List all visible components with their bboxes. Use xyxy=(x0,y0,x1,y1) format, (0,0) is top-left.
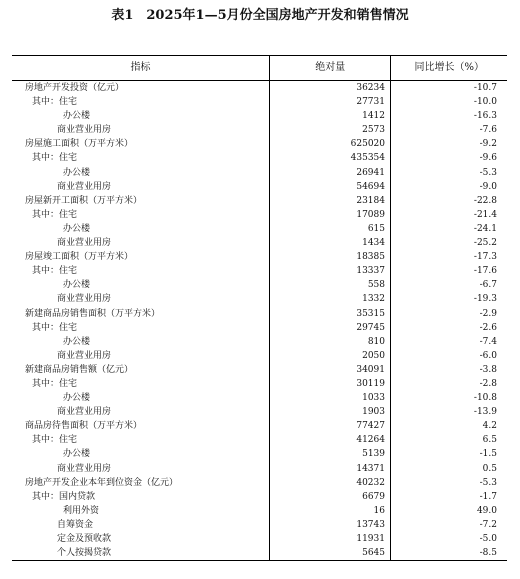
row-yoy: -5.3 xyxy=(479,477,497,488)
row-value: 41264 xyxy=(270,433,391,447)
row-yoy: -17.6 xyxy=(473,266,497,277)
row-value: 625020 xyxy=(270,137,391,151)
row-value: 6679 xyxy=(270,490,391,504)
table-row xyxy=(12,349,507,363)
row-label: 房地产开发投资（亿元） xyxy=(12,81,270,95)
row-value: 5645 xyxy=(270,546,391,560)
row-value: 13337 xyxy=(270,264,391,278)
table-row xyxy=(12,292,507,306)
table-row xyxy=(12,518,507,532)
row-yoy: 0.5 xyxy=(482,463,497,474)
row-label: 其中：住宅 xyxy=(12,433,270,447)
table-body xyxy=(12,81,507,560)
row-yoy: -9.2 xyxy=(479,139,497,150)
row-label: 商业营业用房 xyxy=(12,462,270,476)
row-yoy: -16.3 xyxy=(473,111,497,122)
table-row xyxy=(12,109,507,123)
row-value: 27731 xyxy=(270,95,391,109)
row-value: 29745 xyxy=(270,321,391,335)
table-row xyxy=(12,433,507,447)
row-label: 商业营业用房 xyxy=(12,405,270,419)
row-yoy: -10.0 xyxy=(473,97,497,108)
row-yoy: -2.8 xyxy=(479,378,497,389)
row-yoy: -13.9 xyxy=(473,407,497,418)
header-yoy: 同比增长（%） xyxy=(414,62,484,73)
table-row xyxy=(12,236,507,250)
row-label: 其中：国内贷款 xyxy=(12,490,270,504)
row-value: 11931 xyxy=(270,532,391,546)
row-label: 商业营业用房 xyxy=(12,180,270,194)
table-row xyxy=(12,123,507,137)
row-label: 商品房待售面积（万平方米） xyxy=(12,419,270,433)
row-yoy: -5.0 xyxy=(479,534,497,544)
table-row xyxy=(12,208,507,222)
row-value: 34091 xyxy=(270,363,391,377)
row-yoy: -1.7 xyxy=(479,491,497,502)
row-value: 18385 xyxy=(270,250,391,264)
row-label: 办公楼 xyxy=(12,222,270,236)
row-yoy: -6.7 xyxy=(479,280,497,291)
table-row xyxy=(12,462,507,476)
row-value: 77427 xyxy=(270,419,391,433)
row-label: 新建商品房销售面积（万平方米） xyxy=(12,307,270,321)
row-value: 615 xyxy=(270,222,391,236)
row-label: 其中：住宅 xyxy=(12,151,270,165)
row-label: 办公楼 xyxy=(12,447,270,461)
table-row xyxy=(12,476,507,490)
row-value: 54694 xyxy=(270,180,391,194)
row-yoy: -1.5 xyxy=(479,449,497,460)
table-row xyxy=(12,335,507,349)
row-value: 1434 xyxy=(270,236,391,250)
row-value: 14371 xyxy=(270,462,391,476)
row-label: 房地产开发企业本年到位资金（亿元） xyxy=(12,476,270,490)
row-value: 1412 xyxy=(270,109,391,123)
row-label: 其中：住宅 xyxy=(12,377,270,391)
table-row xyxy=(12,250,507,264)
row-yoy: -2.6 xyxy=(479,322,497,333)
row-yoy: -25.2 xyxy=(473,238,497,249)
table-row xyxy=(12,419,507,433)
row-value: 26941 xyxy=(270,166,391,180)
row-yoy: -21.4 xyxy=(473,209,497,220)
row-value: 17089 xyxy=(270,208,391,222)
table-row xyxy=(12,264,507,278)
table-row xyxy=(12,447,507,461)
row-value: 35315 xyxy=(270,307,391,321)
row-value: 36234 xyxy=(270,81,391,95)
table-row xyxy=(12,405,507,419)
table-row xyxy=(12,95,507,109)
row-yoy: 6.5 xyxy=(482,435,497,446)
row-label: 其中：住宅 xyxy=(12,208,270,222)
table-row xyxy=(12,194,507,208)
row-label: 办公楼 xyxy=(12,391,270,405)
row-label: 商业营业用房 xyxy=(12,123,270,137)
row-yoy: -9.6 xyxy=(479,153,497,164)
row-label: 商业营业用房 xyxy=(12,292,270,306)
row-yoy: -2.9 xyxy=(479,308,497,319)
row-value: 16 xyxy=(270,504,391,518)
table-row xyxy=(12,546,507,560)
row-label: 房屋施工面积（万平方米） xyxy=(12,137,270,151)
row-label: 房屋竣工面积（万平方米） xyxy=(12,250,270,264)
row-label: 其中：住宅 xyxy=(12,321,270,335)
table-header xyxy=(12,56,507,81)
row-yoy: -3.8 xyxy=(479,364,497,375)
row-yoy: -6.0 xyxy=(479,350,497,361)
row-value: 435354 xyxy=(270,151,391,165)
row-yoy: -17.3 xyxy=(473,252,497,263)
header-absolute: 绝对量 xyxy=(270,56,392,80)
table-row xyxy=(12,504,507,518)
row-yoy: -10.7 xyxy=(473,83,497,93)
row-value: 1332 xyxy=(270,292,391,306)
table-row xyxy=(12,321,507,335)
table-row xyxy=(12,137,507,151)
table-row xyxy=(12,166,507,180)
table-row xyxy=(12,490,507,504)
row-label: 利用外资 xyxy=(12,504,270,518)
row-yoy: -9.0 xyxy=(479,181,497,192)
row-label: 办公楼 xyxy=(12,278,270,292)
row-yoy: -5.3 xyxy=(479,167,497,178)
row-label: 办公楼 xyxy=(12,335,270,349)
row-value: 5139 xyxy=(270,447,391,461)
row-label: 房屋新开工面积（万平方米） xyxy=(12,194,270,208)
table-row xyxy=(12,391,507,405)
table-row xyxy=(12,151,507,165)
row-yoy: -7.6 xyxy=(479,125,497,136)
data-table xyxy=(12,55,507,561)
header-indicator: 指标 xyxy=(12,56,270,80)
row-value: 40232 xyxy=(270,476,391,490)
table-row xyxy=(12,532,507,546)
row-label: 商业营业用房 xyxy=(12,349,270,363)
row-value: 23184 xyxy=(270,194,391,208)
row-value: 30119 xyxy=(270,377,391,391)
row-yoy: -19.3 xyxy=(473,294,497,305)
row-label: 办公楼 xyxy=(12,109,270,123)
row-label: 定金及预收款 xyxy=(12,532,270,546)
row-yoy: -7.2 xyxy=(479,519,497,530)
table-title: 表1 2025年1—5月份全国房地产开发和销售情况 xyxy=(111,8,409,23)
table-row xyxy=(12,363,507,377)
row-label: 自筹资金 xyxy=(12,518,270,532)
row-label: 个人按揭贷款 xyxy=(12,546,270,560)
table-row xyxy=(12,81,507,95)
row-label: 新建商品房销售额（亿元） xyxy=(12,363,270,377)
row-yoy: 4.2 xyxy=(482,421,497,432)
table-row xyxy=(12,307,507,321)
row-yoy: -22.8 xyxy=(473,195,497,206)
row-value: 13743 xyxy=(270,518,391,532)
row-label: 其中：住宅 xyxy=(12,264,270,278)
row-value: 558 xyxy=(270,278,391,292)
row-label: 商业营业用房 xyxy=(12,236,270,250)
row-value: 810 xyxy=(270,335,391,349)
row-value: 2573 xyxy=(270,123,391,137)
table-row xyxy=(12,377,507,391)
row-label: 其中：住宅 xyxy=(12,95,270,109)
row-value: 2050 xyxy=(270,349,391,363)
row-yoy: -8.5 xyxy=(479,548,497,559)
row-yoy: -7.4 xyxy=(479,336,497,347)
row-yoy: -24.1 xyxy=(473,223,497,234)
table-row xyxy=(12,180,507,194)
table-row xyxy=(12,222,507,236)
row-value: 1033 xyxy=(270,391,391,405)
row-yoy: 49.0 xyxy=(476,505,497,516)
row-yoy: -10.8 xyxy=(473,393,497,404)
row-value: 1903 xyxy=(270,405,391,419)
row-label: 办公楼 xyxy=(12,166,270,180)
table-row xyxy=(12,278,507,292)
